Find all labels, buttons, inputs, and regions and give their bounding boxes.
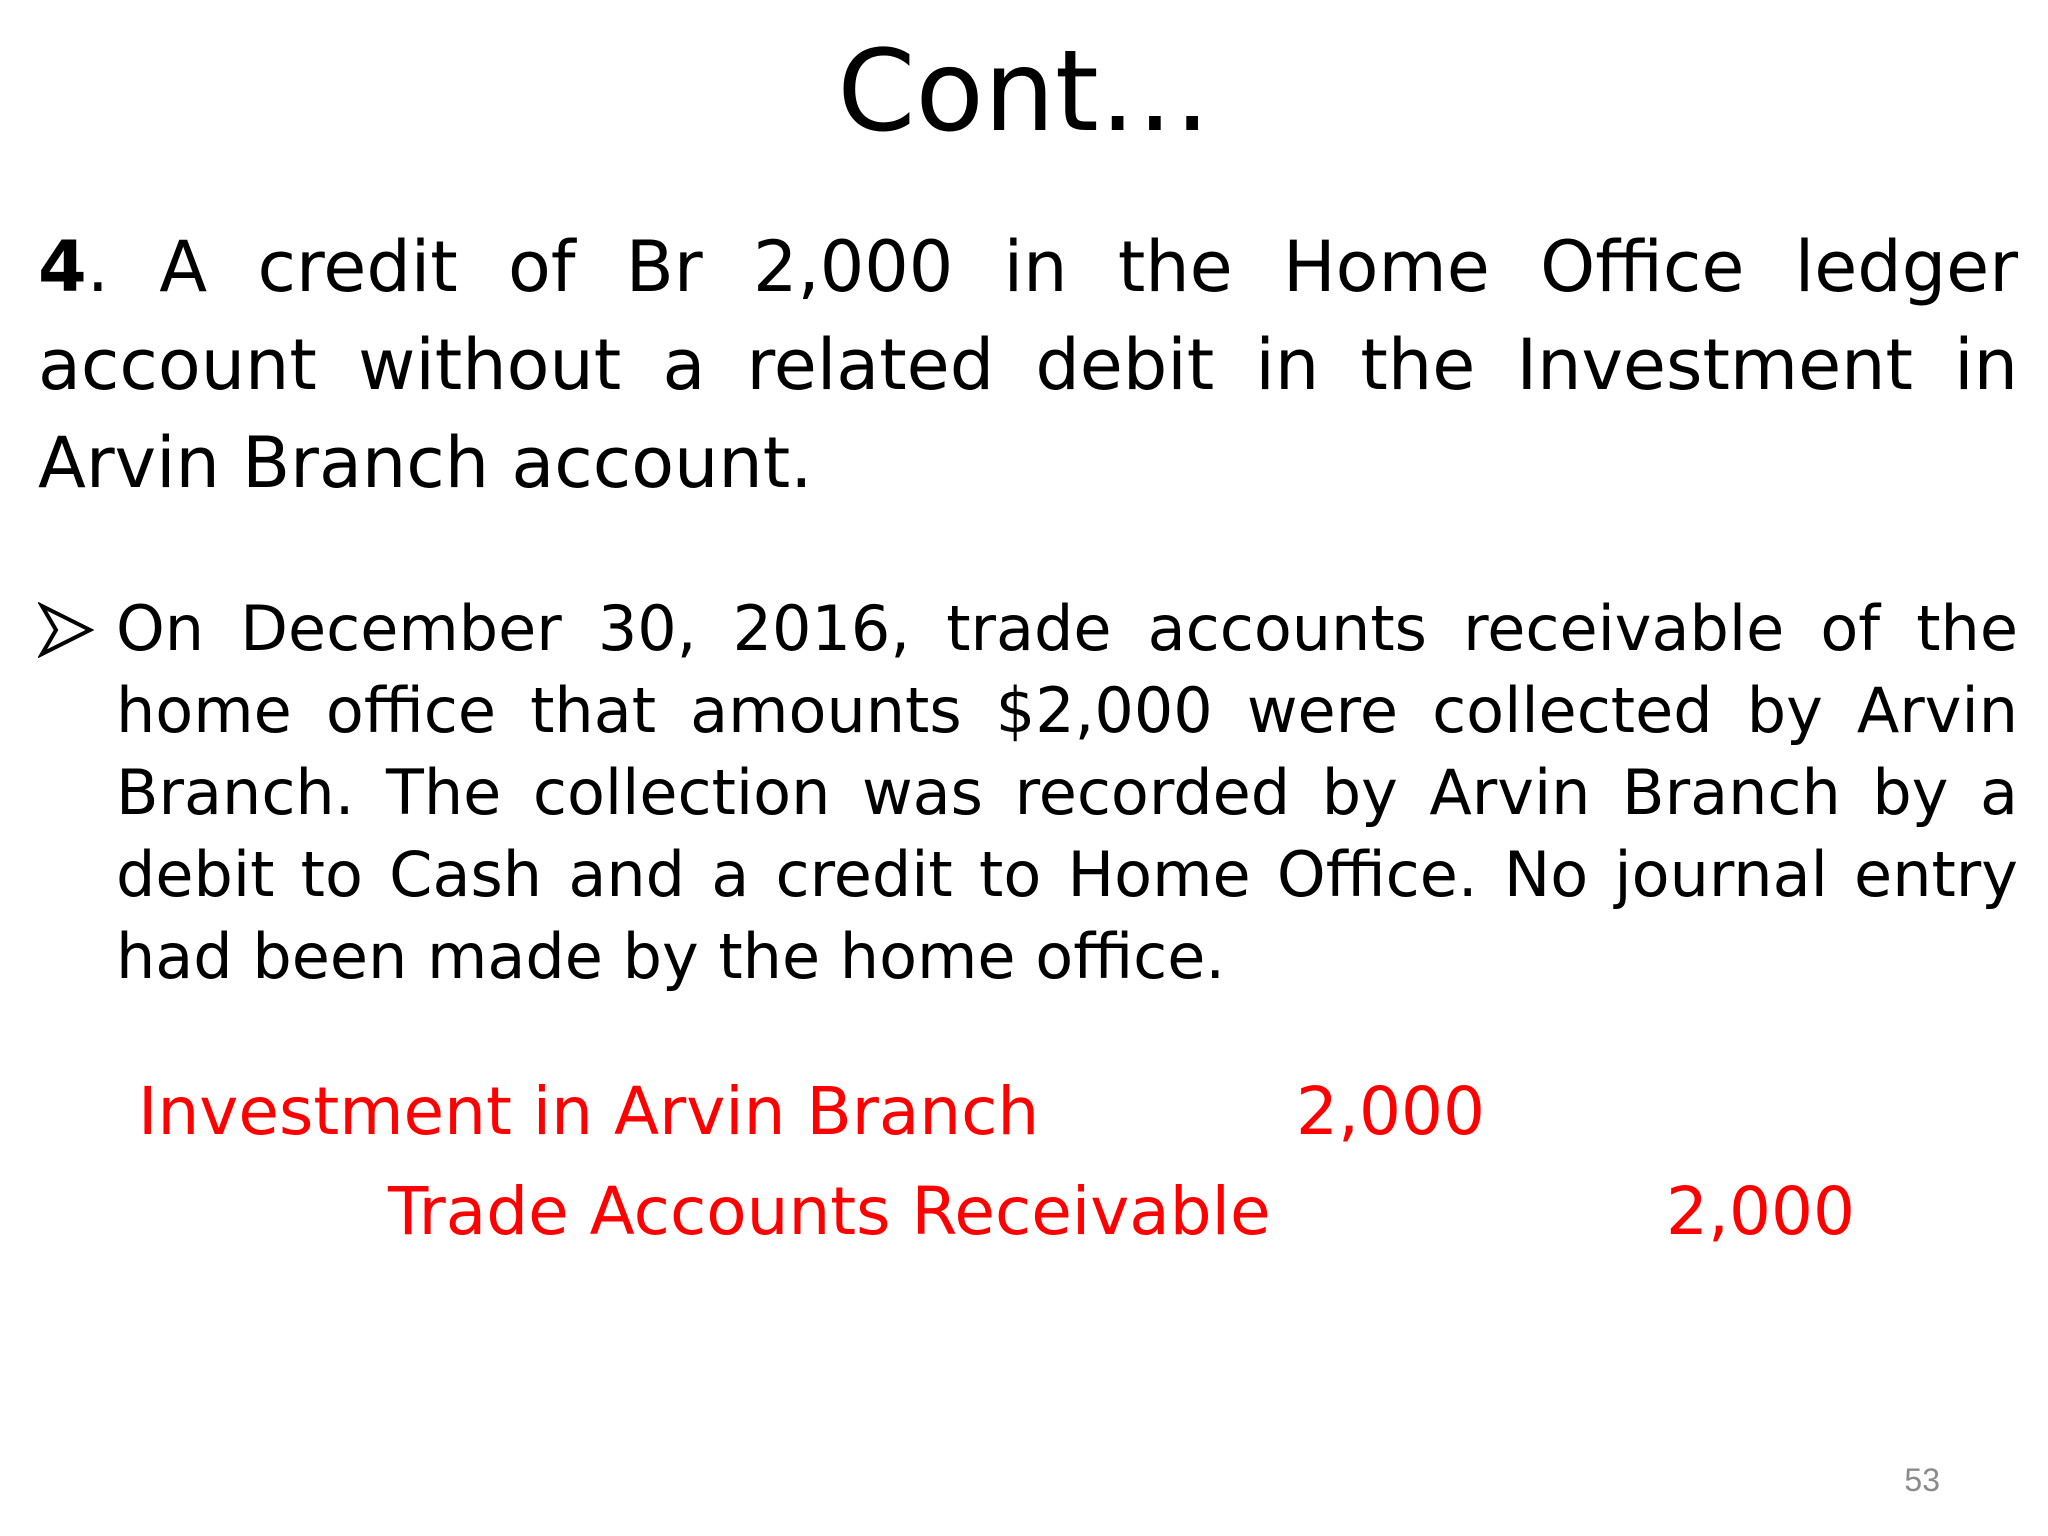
point-text: . A credit of Br 2,000 in the Home Office ledger account without a related debit in the Investment in Arvin Branch account. [38,226,2018,504]
page-number: 53 [1904,1462,1940,1498]
credit-account: Trade Accounts Receivable [388,1173,1271,1250]
debit-account: Investment in Arvin Branch [138,1073,1040,1150]
bullet-item [38,588,2018,998]
debit-amount: 2,000 [1296,1073,1485,1150]
numbered-point [38,218,2018,512]
bullet-text: On December 30, 2016, trade accounts receivable of the home office that amounts $2,000 were collected by Arvin Branch. The collection was recorded by Arvin Branch by a debit to Cash and a credit to Home Office. No journal entry had been made by the home office. [116,592,2018,993]
credit-amount: 2,000 [1666,1173,1855,1250]
arrow-bullet-icon [38,602,94,658]
slide-title: Cont… [837,27,1211,157]
point-number: 4 [38,226,87,308]
